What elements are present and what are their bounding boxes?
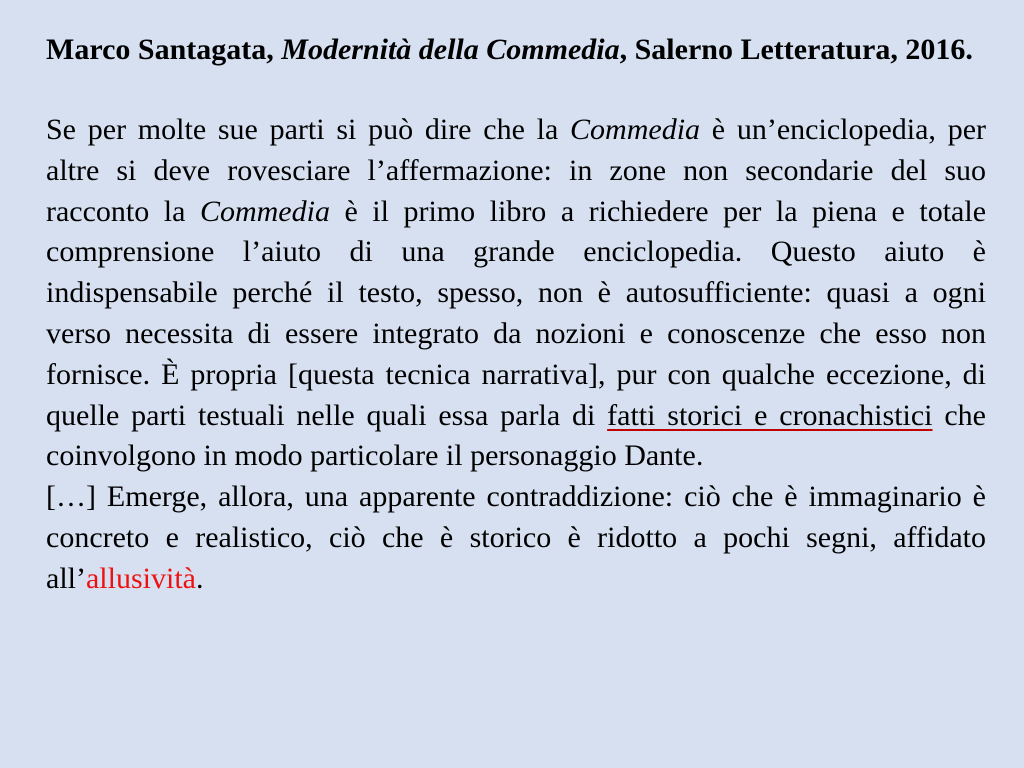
paragraph-1-text-2: è un’enciclopedia, per altre si deve rovesciare l’affermazione: in zone non secondarie del suo racconto la [46, 113, 986, 228]
citation-publisher: , Salerno Letteratura, 2016. [619, 33, 973, 66]
commedia-title-1: Commedia [570, 113, 701, 146]
citation-author: Marco Santagata, [46, 33, 274, 66]
citation-heading [46, 30, 986, 70]
commedia-title-2: Commedia [199, 194, 330, 228]
paragraph-2-text-1: […] Emerge, allora, una apparente contraddizione: ciò che è immaginario è concreto e realistico, ciò che è storico è ridotto a pochi segni, affidato all’ [46, 480, 986, 595]
underlined-phrase: fatti storici e cronachistici [607, 398, 933, 432]
paragraph-1-text-1: Se per molte sue parti si può dire che la [46, 113, 571, 146]
quotation-paragraph-2 [46, 477, 986, 599]
highlighted-word: allusività [85, 561, 196, 595]
citation-title: Modernità della Commedia [281, 33, 620, 66]
quotation-paragraph-1 [46, 110, 986, 477]
paragraph-1-text-3: è il primo libro a richiedere per la piena e totale comprensione l’aiuto di una grande enciclopedia. Questo aiuto è indispensabile perché il testo, spesso, non è autosufficiente: quasi a ogni verso necessita di essere integrato da nozioni e conoscenze che esso non fornisce. È propria [questa tecnica narrativa], pur con qualche eccezione, di quelle parti testuali nelle quali essa parla di [46, 194, 987, 432]
quotation-body [46, 110, 986, 600]
paragraph-1-text-4: che coinvolgono in modo particolare il personaggio Dante. [46, 398, 986, 473]
paragraph-2-text-2: . [195, 561, 204, 595]
